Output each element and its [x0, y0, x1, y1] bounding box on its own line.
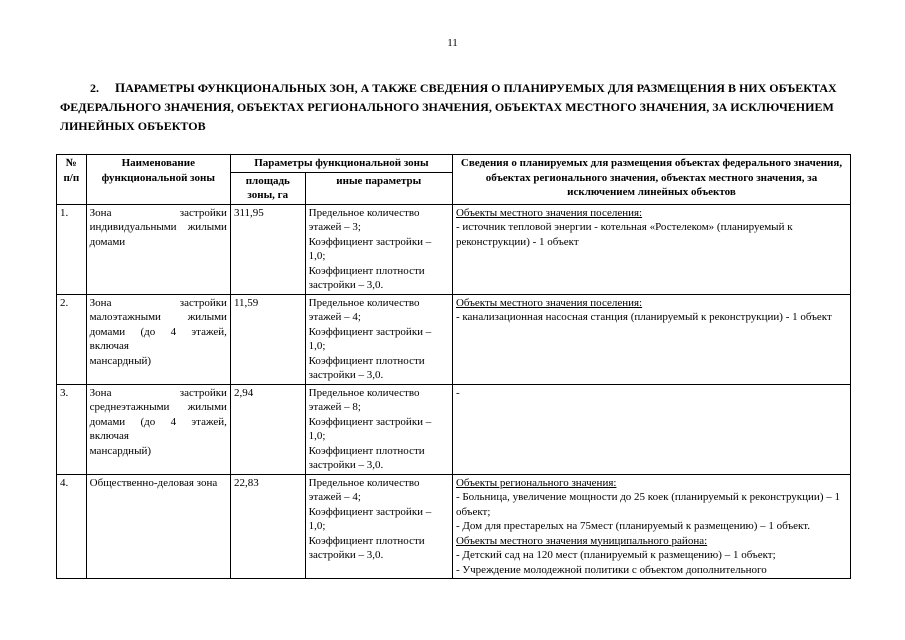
zone-area: 22,83: [230, 474, 305, 579]
objects-category-heading: Объекты местного значения поселения:: [455, 296, 643, 309]
header-other-params: иные параметры: [305, 172, 452, 204]
header-zone-name: Наименование функциональной зоны: [86, 155, 230, 205]
zone-area: 11,59: [230, 294, 305, 384]
param-line: Предельное количество этажей – 4;: [308, 296, 420, 323]
param-line: Коэффициент плотности застройки – 3,0.: [308, 534, 425, 561]
zone-other-params: [305, 294, 452, 384]
section-number: 2.: [90, 81, 99, 95]
planned-objects: [452, 204, 850, 294]
header-area: площадь зоны, га: [230, 172, 305, 204]
zone-name-last-line: мансардный): [89, 354, 152, 367]
zone-other-params: [305, 474, 452, 579]
object-item: - Учреждение молодежной политики с объектом дополнительного: [455, 563, 767, 576]
param-line: Коэффициент застройки – 1,0;: [308, 235, 432, 262]
zone-name-text: Зона застройки малоэтажными жилыми домами (до 4 этажей, включая: [89, 296, 227, 352]
object-item: - Больница, увеличение мощности до 25 коек (планируемый к реконструкции) – 1 объект;: [455, 491, 840, 518]
object-item: - Дом для престарелых на 75мест (планируемый к размещению) – 1 объект.: [455, 520, 810, 532]
zone-name: [86, 384, 230, 474]
functional-zones-table: [56, 154, 851, 579]
page-number: 11: [447, 37, 458, 49]
param-line: Коэффициент плотности застройки – 3,0.: [308, 444, 425, 471]
zone-name-last-line: мансардный): [89, 444, 152, 457]
table-row: [57, 474, 851, 579]
section-heading-text: АРАМЕТРЫ ФУНКЦИОНАЛЬНЫХ ЗОН, А ТАКЖЕ СВЕДЕНИЯ О ПЛАНИРУЕМЫХ ДЛЯ РАЗМЕЩЕНИЯ В НИХ ОБЪЕКТАХ ФЕДЕРАЛЬНОГО ЗНАЧЕНИЯ, ОБЪЕКТАХ РЕГИОНАЛЬНОГО ЗНАЧЕНИЯ, ОБЪЕКТАХ МЕСТНОГО ЗНАЧЕНИЯ, ЗА ИСКЛЮЧЕНИЕМ ЛИНЕЙНЫХ ОБЪЕКТОВ: [60, 81, 837, 133]
zone-name-text: Зона застройки среднеэтажными жилыми домами (до 4 этажей, включая: [89, 386, 227, 442]
objects-category-heading: Объекты местного значения муниципального района:: [455, 534, 708, 547]
zone-name: [86, 204, 230, 294]
header-zone-params: Параметры функциональной зоны: [230, 155, 452, 173]
param-line: Предельное количество этажей – 8;: [308, 386, 420, 413]
param-line: Коэффициент плотности застройки – 3,0.: [308, 354, 425, 381]
row-number: 2.: [57, 294, 87, 384]
row-number: 1.: [57, 204, 87, 294]
zone-name-text: Общественно-деловая зона: [89, 476, 218, 489]
object-item: - канализационная насосная станция (планируемый к реконструкции) - 1 объект: [455, 311, 832, 323]
planned-objects: [452, 474, 850, 579]
objects-category-heading: Объекты регионального значения:: [455, 476, 617, 489]
row-number: 4.: [57, 474, 87, 579]
zone-name: [86, 474, 230, 579]
zone-name: [86, 294, 230, 384]
zone-area: 2,94: [230, 384, 305, 474]
planned-objects: [452, 384, 850, 474]
param-line: Предельное количество этажей – 3;: [308, 206, 420, 233]
object-item: - Детский сад на 120 мест (планируемый к размещению) – 1 объект;: [455, 549, 776, 561]
zone-other-params: [305, 384, 452, 474]
zone-area: 311,95: [230, 204, 305, 294]
table-body: [57, 204, 851, 579]
row-number: 3.: [57, 384, 87, 474]
section-heading-initial: П: [115, 80, 126, 95]
param-line: Коэффициент застройки – 1,0;: [308, 325, 432, 352]
param-line: Предельное количество этажей – 4;: [308, 476, 420, 503]
header-planned-objects: Сведения о планируемых для размещения объектах федерального значения, объектах регионального значения, объектах местного значения, за исключением линейных объектов: [452, 155, 850, 205]
param-line: Коэффициент плотности застройки – 3,0.: [308, 264, 425, 291]
planned-objects: [452, 294, 850, 384]
param-line: Коэффициент застройки – 1,0;: [308, 505, 432, 532]
zone-name-text: Зона застройки индивидуальными жилыми домами: [89, 206, 227, 248]
zone-other-params: [305, 204, 452, 294]
table-row: [57, 294, 851, 384]
object-item: - источник тепловой энергии - котельная «Ростелеком» (планируемый к реконструкции) - 1 объект: [455, 221, 793, 248]
objects-category-heading: Объекты местного значения поселения:: [455, 206, 643, 219]
table-row: [57, 204, 851, 294]
header-num: № п/п: [57, 155, 87, 205]
object-item: -: [455, 386, 460, 399]
table-row: [57, 384, 851, 474]
section-heading: [60, 78, 850, 136]
param-line: Коэффициент застройки – 1,0;: [308, 415, 432, 442]
